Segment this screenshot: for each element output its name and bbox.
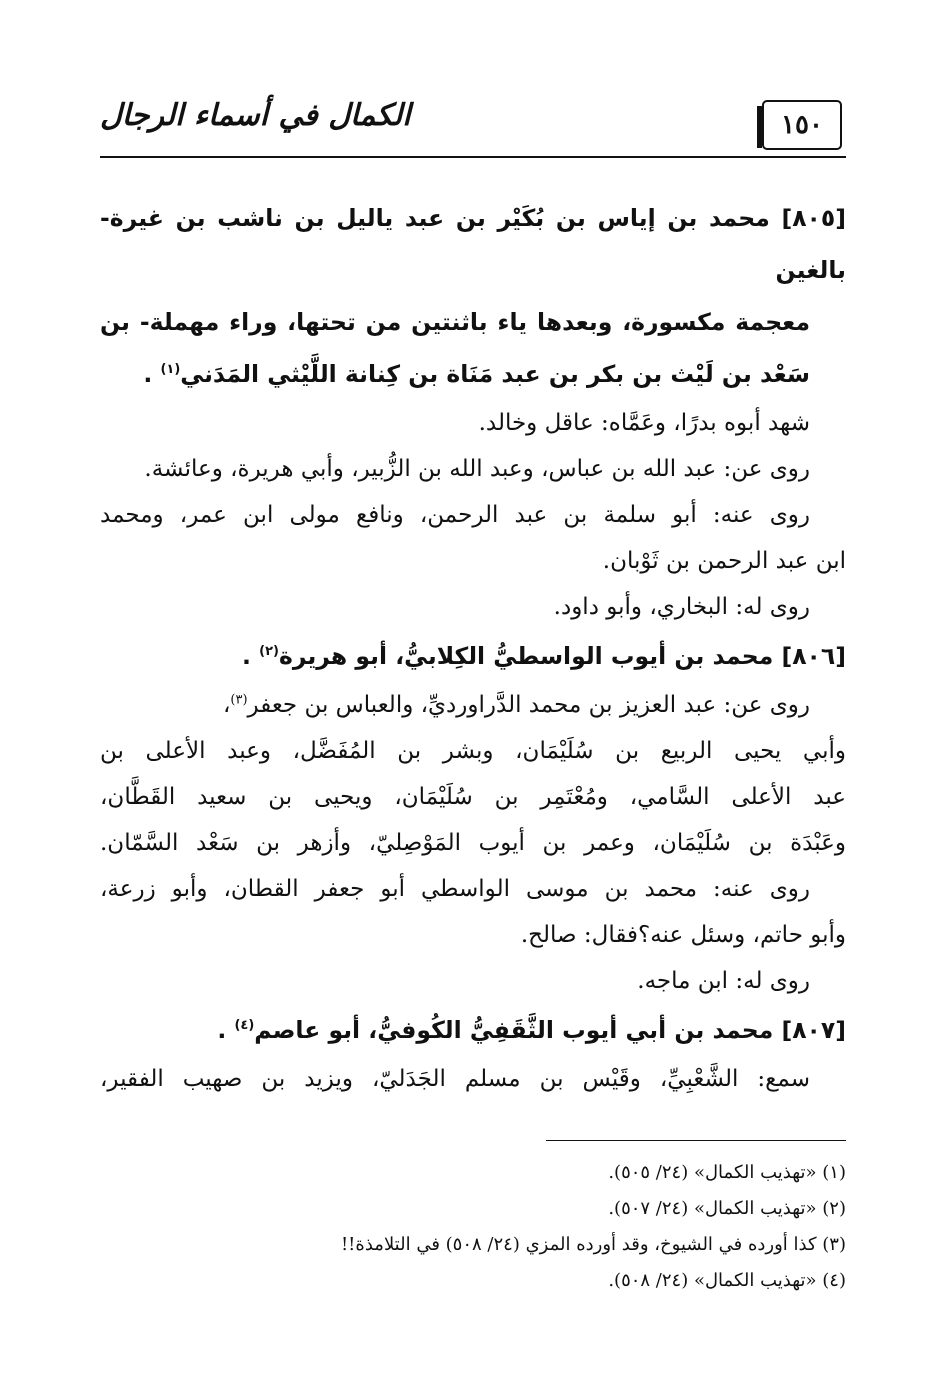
footnote: (٤) «تهذيب الكمال» (٢٤/ ٥٠٨). bbox=[608, 1270, 846, 1291]
entry-text: عبد الأعلى السَّامي، ومُعْتَمِر بن سُلَيْمَان، ويحيى بن سعيد القَطَّان، bbox=[100, 784, 846, 810]
entry-text: وعَبْدَة بن سُلَيْمَان، وعمر بن أيوب المَوْصِليّ، وأزهر بن سَعْد السَّمّان. bbox=[100, 830, 846, 856]
footnote-ref: (١) bbox=[160, 362, 181, 378]
entry-heading-continued: معجمة مكسورة، وبعدها ياء باثنتين من تحتها، وراء مهملة- بن bbox=[100, 308, 810, 336]
entry-text: روى عنه: محمد بن موسى الواسطي أبو جعفر القطان، وأبو زرعة، bbox=[100, 876, 810, 902]
footnote: (٣) كذا أورده في الشيوخ، وقد أورده المزي (٢٤/ ٥٠٨) في التلامذة!! bbox=[340, 1234, 846, 1255]
footnote-separator bbox=[546, 1140, 846, 1141]
footnote: (١) «تهذيب الكمال» (٢٤/ ٥٠٥). bbox=[608, 1162, 846, 1183]
footnote-ref: (٣) bbox=[230, 692, 248, 708]
entry-text: روى عنه: أبو سلمة بن عبد الرحمن، ونافع مولى ابن عمر، ومحمد bbox=[100, 502, 810, 528]
entry-807 bbox=[100, 1004, 846, 1102]
entry-heading: [٨٠٦] محمد بن أيوب الواسطيُّ الكِلابيُّ، أبو هريرة$^{(٢)}$ . bbox=[242, 642, 846, 670]
entry-806 bbox=[100, 630, 846, 1004]
entry-heading-text: سَعْد بن لَيْث بن بكر بن عبد مَنَاة بن كِنانة اللَّيْثي المَدَني bbox=[180, 360, 810, 388]
page-body bbox=[100, 192, 846, 1299]
entry-heading: [٨٠٥] محمد بن إياس بن بُكَيْر بن عبد ياليل بن ناشب بن غيرة-بالغين bbox=[100, 204, 846, 284]
entry-text: وأبو حاتم، وسئل عنه؟فقال: صالح. bbox=[520, 922, 846, 948]
entry-805 bbox=[100, 192, 846, 630]
entry-text: روى له: ابن ماجه. bbox=[637, 968, 810, 994]
entry-text-span: روى عن: عبد العزيز بن محمد الدَّراورديِّ، والعباس بن جعفر bbox=[247, 692, 810, 718]
footnote-ref: (٤) bbox=[234, 1018, 255, 1034]
book-page bbox=[100, 88, 846, 1299]
entry-text: روى عن: عبد الله بن عباس، وعبد الله بن الزُّبير، وأبي هريرة، وعائشة. bbox=[144, 456, 810, 482]
footnote: (٢) «تهذيب الكمال» (٢٤/ ٥٠٧). bbox=[608, 1198, 846, 1219]
entry-text: شهد أبوه بدرًا، وعَمَّاه: عاقل وخالد. bbox=[478, 410, 810, 436]
footnote-ref: (٢) bbox=[259, 644, 279, 660]
entry-text: وأبي يحيى الربيع بن سُلَيْمَان، وبشر بن المُفَضَّل، وعبد الأعلى بن bbox=[100, 738, 846, 764]
page-header bbox=[100, 88, 846, 158]
running-title: الكمال في أسماء الرجال bbox=[100, 98, 411, 133]
entry-heading-continued: سَعْد بن لَيْث بن بكر بن عبد مَنَاة بن كِنانة اللَّيْثي المَدَني$^{(١)}$ . bbox=[143, 360, 810, 388]
entry-text: روى له: البخاري، وأبو داود. bbox=[553, 594, 810, 620]
entry-text: ابن عبد الرحمن بن ثَوْبان. bbox=[602, 548, 846, 574]
footnotes bbox=[100, 1155, 846, 1299]
entry-text: سمع: الشَّعْبِيِّ، وقَيْس بن مسلم الجَدَليّ، ويزيد بن صهيب الفقير، bbox=[100, 1066, 810, 1092]
entry-heading-text: [٨٠٧] محمد بن أبي أيوب الثَّقَفِيُّ الكُوفيُّ، أبو عاصم bbox=[254, 1016, 846, 1044]
entry-heading-text: [٨٠٦] محمد بن أيوب الواسطيُّ الكِلابيُّ، أبو هريرة bbox=[278, 642, 846, 670]
entry-heading: [٨٠٧] محمد بن أبي أيوب الثَّقَفِيُّ الكُوفيُّ، أبو عاصم$^{(٤)}$ . bbox=[217, 1016, 846, 1044]
page-number: ١٥٠ bbox=[762, 100, 842, 150]
entry-text: روى عن: عبد العزيز بن محمد الدَّراورديِّ، والعباس بن جعفر$^{(٣)}$، bbox=[222, 692, 810, 718]
